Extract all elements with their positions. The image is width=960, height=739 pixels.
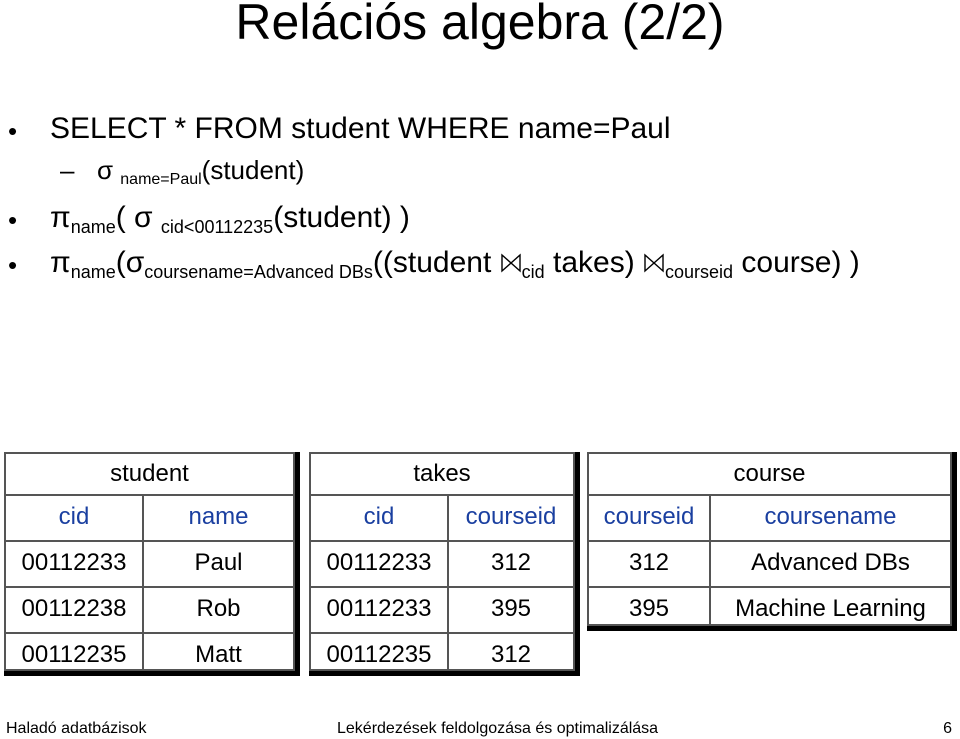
table-cell: 00112233 [326,595,432,622]
student-table [4,452,300,676]
table-cell: Machine Learning [735,595,926,622]
table-cell: 00112235 [21,641,127,668]
join-attr: cid [521,262,545,282]
column-divider [142,496,144,669]
table-cell: 312 [628,549,670,576]
pi-symbol: π [50,201,71,234]
table-cell: Rob [196,595,241,622]
pi-symbol: π [50,246,71,279]
table-cell: Advanced DBs [751,549,910,576]
natural-join-icon [644,252,664,274]
table-row [311,540,573,586]
table-header-row [311,494,573,540]
table-cell: 395 [628,595,670,622]
table-cell: Paul [194,549,243,576]
column-header: coursename [764,503,897,530]
bullet-dot: • [8,205,18,235]
footer-page-number: 6 [943,720,952,737]
column-header: courseid [465,503,557,530]
table-cell: 312 [490,641,532,668]
join-attr: courseid [665,262,734,282]
table-row [589,586,950,632]
relation-arg: (student) ) [273,201,410,234]
column-header: cid [58,503,90,530]
slide-title: Relációs algebra (2/2) [235,0,725,50]
table-header-row [6,494,293,540]
relation-arg: takes) [552,246,635,279]
bullet-projection-expr [50,201,410,235]
bullet-dot: • [8,250,18,280]
table-row [6,632,293,678]
table-row [311,632,573,678]
selection-condition: cid<00112235 [160,217,274,237]
column-divider [709,496,711,624]
table-cell: 395 [490,595,532,622]
bullet-sql-query: SELECT * FROM student WHERE name=Paul [50,112,671,145]
relation-arg: (student) [201,155,305,185]
bullet-selection-expr [97,155,305,188]
table-cell: 00112233 [21,549,127,576]
column-header: name [188,503,249,530]
selection-condition: coursename=Advanced DBs [144,262,373,282]
column-divider [447,496,449,669]
footer-lecture-title: Lekérdezések feldolgozása és optimalizálása [337,720,659,737]
bullet-join-expr [50,246,860,280]
sub-bullet-dash: – [60,155,75,185]
table-cell: 312 [490,549,532,576]
table-row [311,586,573,632]
relation-arg: course) ) [741,246,860,279]
footer-course-name: Haladó adatbázisok [6,720,147,737]
table-cell: 00112233 [326,549,432,576]
table-caption: takes [413,460,471,487]
table-cell: Matt [195,641,242,668]
column-header: cid [363,503,395,530]
projection-attr: name [70,262,116,282]
sigma-part: ( σ [115,201,153,234]
natural-join-icon [501,252,521,274]
projection-attr: name [70,217,116,237]
table-caption: student [110,460,189,487]
course-table [587,452,957,631]
table-row [6,586,293,632]
takes-table [309,452,580,676]
sigma-symbol: σ [97,155,114,185]
bullet-dot: • [8,116,18,146]
table-row [589,540,950,586]
table-row [6,540,293,586]
table-cell: 00112238 [21,595,127,622]
relation-arg: ((student [372,246,492,279]
table-caption: course [733,460,806,487]
sigma-part: (σ [115,246,145,279]
column-header: courseid [603,503,695,530]
table-cell: 00112235 [326,641,432,668]
selection-condition: name=Paul [120,171,202,188]
table-header-row [589,494,950,540]
